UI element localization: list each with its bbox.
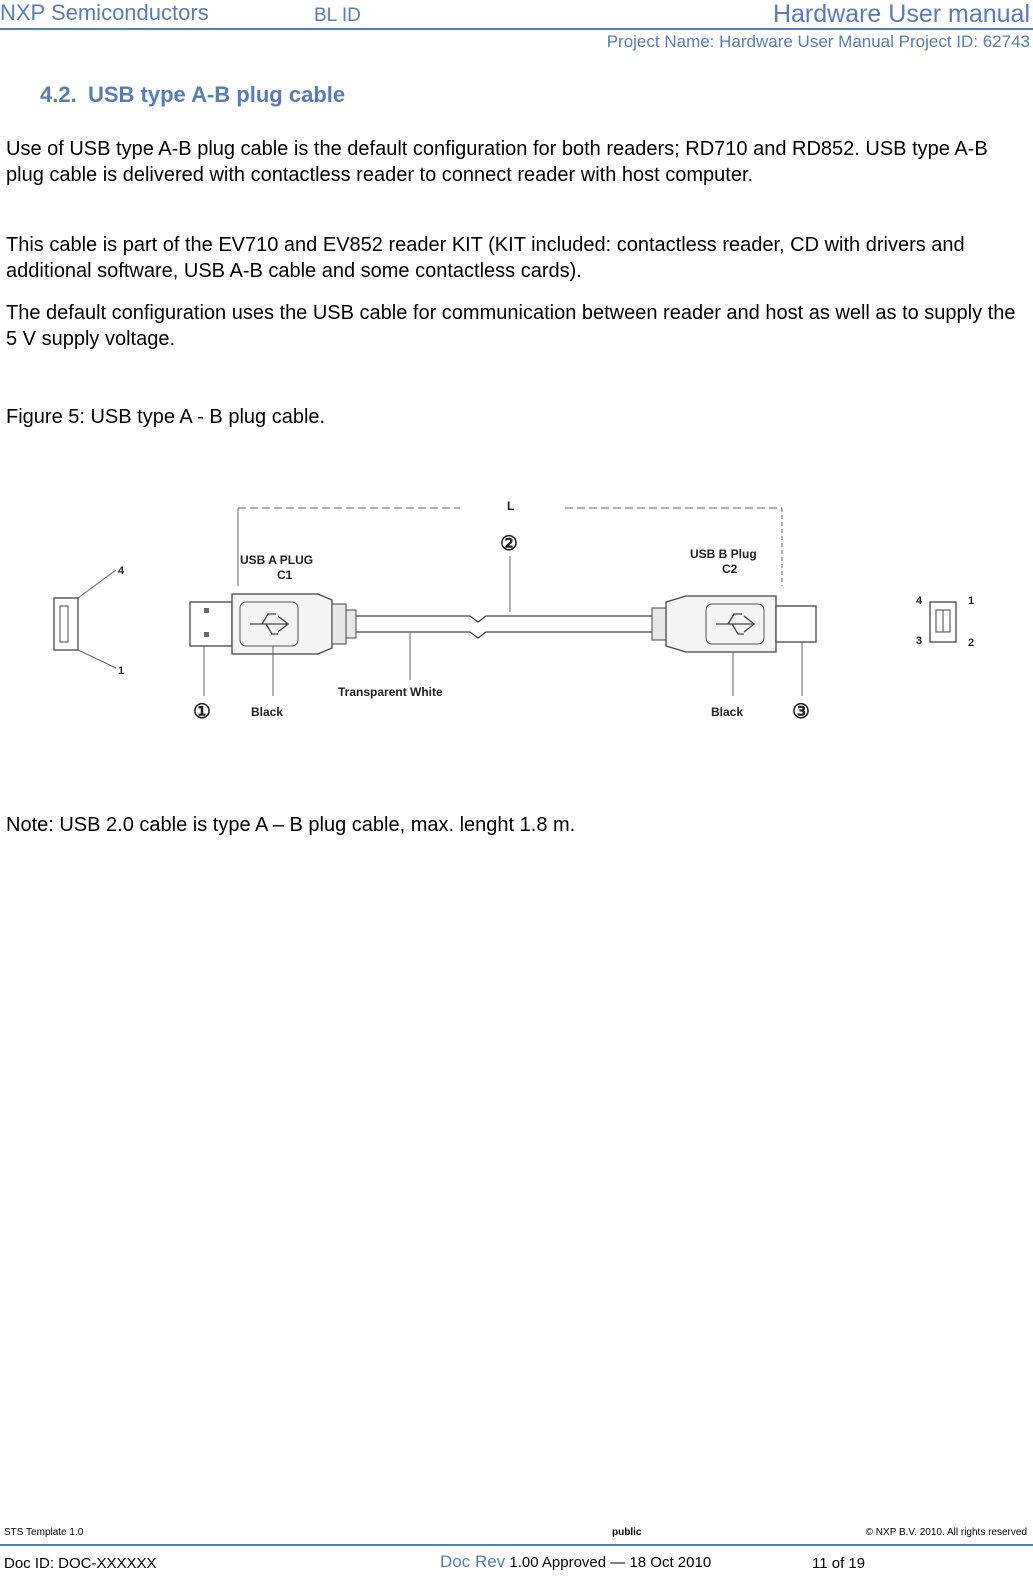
pin-a1-leader (78, 650, 116, 668)
paragraph: This cable is part of the EV710 and EV852 reader KIT (KIT included: contactless reader, CD with drivers and additional software, USB A-B cable and some contactless cards). (6, 234, 965, 282)
pin-a-top: 4 (118, 565, 125, 577)
plug-a-code: C1 (277, 568, 293, 582)
pin-b-1: 1 (968, 595, 975, 607)
paragraph: The default configuration uses the USB cable for communication between reader and host as well as to supply the 5 V supply voltage. (6, 302, 1016, 350)
footer-doc-id: Doc ID: DOC-XXXXXX (4, 1555, 157, 1572)
usb-b-strain-relief (652, 608, 666, 640)
header-divider (0, 28, 1033, 30)
usb-a-latch-hole (204, 632, 209, 637)
footer-rev-value: 1.00 Approved — 18 Oct 2010 (505, 1554, 712, 1571)
usb-b-metal-shell (776, 606, 816, 642)
footer-page-number: 11 of 19 (812, 1555, 866, 1572)
section-title: USB type A-B plug cable (88, 82, 346, 107)
usb-a-strain-relief (346, 610, 356, 638)
marker-1: ① (193, 701, 211, 723)
header-project-line: Project Name: Hardware User Manual Project ID: 62743 (606, 32, 1030, 51)
marker-2: ② (500, 533, 518, 555)
length-label: L (507, 499, 515, 513)
footer-divider (0, 1544, 1033, 1546)
pin-b-4: 4 (916, 595, 923, 607)
footer-doc-rev (440, 1552, 711, 1572)
plug-b-code: C2 (722, 562, 738, 576)
header-bl-id: BL ID (314, 5, 361, 26)
section-heading (40, 82, 345, 108)
paragraph: Use of USB type A-B plug cable is the default configuration for both readers; RD710 and RD852. USB type A-B plug cable is delivered with contactless reader to connect reader with host computer. (6, 138, 988, 186)
usb-a-end-tongue (60, 606, 68, 642)
pin-b-3: 3 (916, 635, 923, 647)
plug-a-label: USB A PLUG (240, 553, 314, 567)
cable-top-edge (356, 616, 652, 622)
black-left-label: Black (251, 705, 284, 719)
plug-b-label: USB B Plug (690, 547, 757, 561)
footer-classification: public (612, 1527, 642, 1538)
section-number: 4.2. (40, 82, 77, 107)
footer-template: STS Template 1.0 (4, 1527, 84, 1538)
pin-a-bottom: 1 (118, 665, 125, 677)
usb-a-latch-hole (204, 608, 209, 613)
usb-a-metal-shell (190, 602, 232, 646)
figure-caption: Figure 5: USB type A - B plug cable. (6, 406, 326, 428)
header-company: NXP Semiconductors (0, 0, 209, 25)
header-doc-title: Hardware User manual (772, 0, 1030, 28)
pin-a4-leader (78, 570, 116, 598)
footer-copyright: © NXP B.V. 2010. All rights reserved (865, 1527, 1027, 1538)
note-text: Note: USB 2.0 cable is type A – B plug cable, max. lenght 1.8 m. (6, 814, 576, 836)
marker-3: ③ (792, 701, 810, 723)
footer-rev-label: Doc Rev (440, 1552, 506, 1571)
pin-b-2: 2 (968, 637, 975, 649)
transparent-white-label: Transparent White (338, 685, 443, 699)
cable-bottom-edge (356, 632, 652, 638)
usb-a-strain-relief (332, 604, 346, 644)
black-right-label: Black (711, 705, 744, 719)
usb-cable-diagram (40, 490, 990, 730)
